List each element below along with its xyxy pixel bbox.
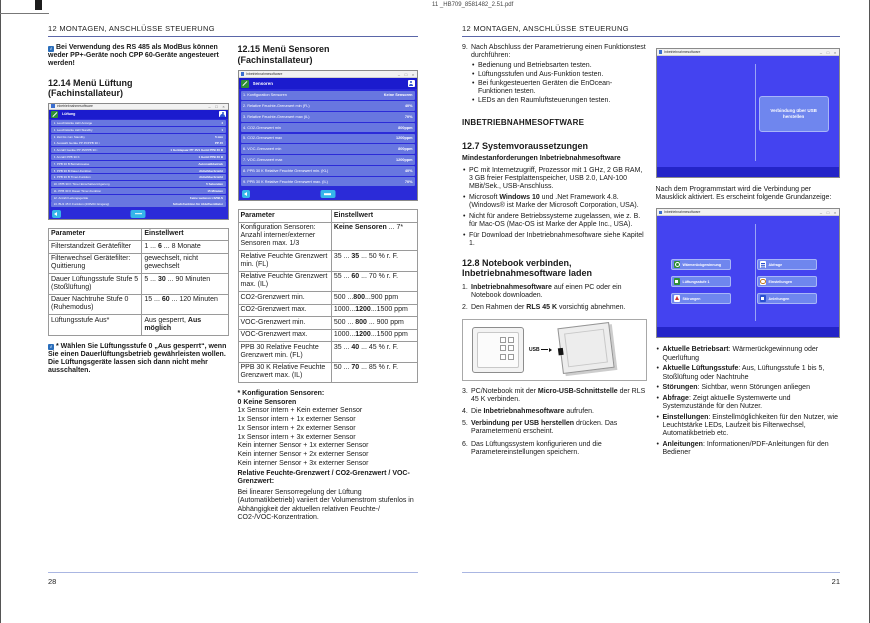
- step-number: 1.: [462, 283, 468, 291]
- list-item: • Anleitungen: Informationen/PDF-Anleitungen für den Bediener: [656, 441, 841, 457]
- menu-row-value: 1200ppm: [396, 157, 413, 162]
- maximize-icon: □: [215, 103, 218, 109]
- parameter-cell: PPB 30 Relative Feuchte Grenzwert min. (FL): [238, 342, 331, 363]
- page-number: 28: [48, 577, 57, 586]
- menu-button-label: Wärmerückgewinnung: [682, 262, 722, 267]
- info-note-text: * Wählen Sie Lüftungsstufe 0 „Aus gesperrt“, wenn Sie einen Dauerlüftungsbetrieb gewährleisten wollen. Die Lüftungsgeräte lassen sich dann nicht mehr ausschalten.: [48, 342, 227, 375]
- connect-steps-1-2: [462, 284, 647, 313]
- menu-row-label: 13. BU1 45 K Funktion (230VAC Eingang): [53, 202, 110, 207]
- collapse-icon: [131, 210, 146, 218]
- value-cell: gewechselt, nicht gewechselt: [142, 253, 228, 274]
- app-logo-icon: [51, 104, 55, 108]
- info-icon: i: [48, 344, 54, 350]
- close-icon: ×: [833, 209, 837, 215]
- page-header: 12 MONTAGEN, ANSCHLÜSSE STEUERUNG: [462, 24, 629, 33]
- value-cell: 35 ... 40 ... 45 % r. F.: [331, 342, 417, 363]
- connect-steps-3-6: [462, 388, 647, 457]
- sensor-combination: 1x Sensor intern + 1x externer Sensor: [237, 416, 356, 424]
- footnote-zero-option: 0 Keine Sensoren: [237, 398, 297, 406]
- numbered-step: [462, 441, 647, 457]
- menu-row-value: 5 Sekunden: [206, 182, 223, 187]
- menu-row-value: 40%: [404, 168, 413, 173]
- footnote-body: Bei linearer Sensorregelung der Lüftung (Automatikbetrieb) variiert der Volumenstrom stufenlos in Abhängigkeit der aktuellen relativen Feuchte-/ CO2-/VOC-Konzentration.: [237, 489, 414, 521]
- menu-row-value: 1200ppm: [396, 136, 413, 141]
- paragraph: Nach dem Programmstart wird die Verbindung per Mausklick aktiviert. Es erscheint folgende Grundanzeige:: [655, 186, 832, 202]
- step-text: Das Lüftungssystem konfigurieren und die Parametereinstellungen speichern.: [471, 440, 602, 456]
- right-page-column-2: [656, 44, 841, 463]
- back-arrow-icon: [52, 210, 61, 219]
- screenshot-sensoren-window: [238, 70, 419, 201]
- step-number: 6.: [462, 440, 468, 448]
- screenshot-main-menu-window: [656, 208, 841, 338]
- info-note-asterisk: [48, 343, 229, 376]
- menu-row-value: Automatikbetrieb: [198, 161, 223, 166]
- panel-bottom-strip: [657, 167, 840, 177]
- step-number: 4.: [462, 407, 468, 415]
- table-row: [49, 241, 229, 254]
- close-icon: ×: [411, 71, 415, 77]
- table-row: [49, 315, 229, 336]
- menu-row: [51, 201, 226, 207]
- list-item: • PC mit Internetzugriff, Prozessor mit 1 GHz, 2 GB RAM, 3 GB freier Festplattenspeicher, USB 2.0, LAN-100 MBit/Sek., USB-Anschluss.: [462, 167, 647, 192]
- back-arrow-icon: [242, 190, 251, 199]
- requirements-list: [462, 167, 647, 248]
- menu-row: [51, 120, 226, 126]
- list-item: • LEDs an den Raumluftsteuerungen testen.: [471, 97, 647, 105]
- list-item: • Aktuelle Betriebsart: Wärmerückgewinnung oder Querlüftung: [656, 346, 841, 362]
- step-text: Inbetriebnahmesoftware auf einen PC oder ein Notebook downloaden.: [471, 283, 622, 300]
- app-logo-icon: [241, 72, 245, 76]
- menu-row-list: [49, 119, 228, 209]
- menu-row: [51, 161, 226, 167]
- window-title: Inbetriebnahmesoftware: [664, 210, 701, 215]
- menu-button: [757, 259, 817, 270]
- device-key-icon: [500, 354, 506, 360]
- minimize-icon: –: [397, 71, 401, 77]
- pdf-filename: 11 _HB709_8581482_2.51.pdf: [432, 2, 514, 8]
- menu-row: [241, 91, 416, 101]
- parameter-cell: CO2-Grenzwert min.: [238, 292, 331, 305]
- menu-row: [241, 155, 416, 165]
- list-item: • Nicht für andere Betriebssysteme zugelassen, wie z. B. für Mac-OS (Mac-OS ist Marke der Apple Inc., USA).: [462, 213, 647, 229]
- close-icon: ×: [833, 49, 837, 55]
- parameter-cell: Konfiguration Sensoren: Anzahl interner/externer Sensoren max. 1/3: [238, 222, 331, 251]
- numbered-step: [462, 284, 647, 300]
- step-text: Verbindung per USB herstellen drücken. Das Parametermenü erscheint.: [471, 420, 618, 436]
- list-item: • Bedienung und Betriebsarten testen.: [471, 62, 647, 70]
- menu-button-label: Anleitungen: [768, 296, 790, 301]
- menu-row-label: 8. PPB 30 B Dauer-Funktion: [53, 168, 92, 173]
- parameter-cell: Relative Feuchte Grenzwert min. (FL): [238, 251, 331, 272]
- menu-row: [51, 134, 226, 140]
- edit-pencil-icon: [51, 111, 58, 118]
- window-title: Inbetriebnahmesoftware: [246, 72, 283, 76]
- usb-callout: [529, 347, 552, 353]
- app-header-bar: [49, 110, 228, 119]
- right-page-column-1: [462, 44, 647, 463]
- value-cell: Keine Sensoren ... 7*: [331, 222, 417, 251]
- header-rule: [462, 36, 840, 37]
- table-row: [49, 294, 229, 315]
- section-heading-12-15-sub: (Fachinstallateur): [237, 54, 313, 65]
- document-page-right: [462, 24, 840, 604]
- menu-row-label: 8. PPB 30 K Relative Feuchte Grenzwert min. (KL): [243, 168, 329, 173]
- menu-button-icon: [760, 261, 767, 268]
- collapse-icon: [320, 190, 335, 198]
- table-row: [238, 292, 418, 305]
- list-item: • Lüftungsstufen und Aus-Funktion testen.: [471, 71, 647, 79]
- value-cell: 1 ... 6 ... 8 Monate: [142, 241, 228, 254]
- step-number: 3.: [462, 387, 468, 395]
- footnote-subtitle: Relative Feuchte-Grenzwert / CO2-Grenzwert / VOC-Grenzwert:: [237, 469, 410, 486]
- usb-arrow-icon: [549, 348, 552, 352]
- column-header-parameter: Parameter: [49, 228, 142, 241]
- value-cell: 5 ... 30 ... 90 Minuten: [142, 274, 228, 295]
- menu-row-label: 2. Relative Feuchte-Grenzwert min (FL): [243, 104, 310, 109]
- table-row: [238, 304, 418, 317]
- menu-row-label: 10. PPB 30 K Timer Einschaltverzögerung: [53, 182, 110, 187]
- table-row: [238, 342, 418, 363]
- list-item: • Microsoft Windows 10 und .Net Framework 4.8. (Windows® ist Marke der Microsoft Corporation, USA).: [462, 194, 647, 210]
- table-row: [238, 317, 418, 330]
- menu-row-value: Schalt-Funktion für Abluftventilator: [172, 202, 223, 207]
- app-menu-title: Lüftung: [62, 112, 76, 117]
- rls45k-device-figure: [462, 319, 647, 381]
- menu-row-value: 70%: [404, 114, 413, 119]
- legend-list: [656, 346, 841, 457]
- page-number: 21: [831, 577, 840, 586]
- list-item: • Bei funkgesteuerten Geräten die EnOcean-Funktionen testen.: [471, 80, 647, 96]
- parameter-cell: Filterwechsel Gerätefilter: Quittierung: [49, 253, 142, 274]
- function-test-list: [471, 62, 647, 105]
- value-cell: 35 ... 35 ... 50 % r. F.: [331, 251, 417, 272]
- menu-row: [51, 154, 226, 160]
- value-cell: 55 ... 60 ... 70 % r. F.: [331, 271, 417, 292]
- menu-row: [51, 174, 226, 180]
- panel-divider: [755, 64, 756, 161]
- parameter-cell: Filterstandzeit Gerätefilter: [49, 241, 142, 254]
- maximize-icon: □: [826, 49, 830, 55]
- device-key-icon: [508, 354, 514, 360]
- footnote-title: * Konfiguration Sensoren:: [237, 390, 325, 398]
- maximize-icon: □: [826, 209, 830, 215]
- menu-row: [51, 147, 226, 153]
- section-heading-12-7: 12.7 Systemvoraussetzungen: [462, 140, 589, 151]
- step-number: 5.: [462, 420, 468, 428]
- value-cell: 15 ... 60 ... 120 Minuten: [142, 294, 228, 315]
- menu-row-value: 40%: [404, 104, 413, 109]
- table-row: [238, 271, 418, 292]
- menu-row: [51, 168, 226, 174]
- document-page-left: [48, 24, 418, 604]
- viewer-edge-left: [0, 0, 1, 623]
- device-key-icon: [500, 345, 506, 351]
- table-row: [49, 253, 229, 274]
- menu-row-label: 7. VOC-Grenzwert max: [243, 157, 283, 162]
- minimize-icon: –: [819, 209, 823, 215]
- value-cell: 500 ... 800 ... 900 ppm: [331, 317, 417, 330]
- footer-rule: [462, 572, 840, 573]
- menu-row-label: 12. Anzahl Leitungsgeräte: [53, 195, 89, 200]
- toolbar-fragment: [35, 0, 42, 10]
- menu-row: [51, 127, 226, 133]
- menu-row-label: 3. Zeit bis zum Standby: [53, 134, 85, 139]
- numbered-step-9: [462, 44, 647, 60]
- menu-row-label: 6. Anzahl PPB 30 K: [53, 154, 80, 159]
- menu-row-label: 5. Anzahl Geräte PP 45/PPB 30 i: [53, 148, 98, 153]
- window-title: Inbetriebnahmesoftware: [664, 50, 701, 54]
- menu-button: [671, 293, 731, 304]
- column-header-einstellwert: Einstellwert: [331, 210, 417, 223]
- parameter-cell: Lüftungsstufe Aus*: [49, 315, 142, 336]
- menu-row: [241, 166, 416, 176]
- menu-row-label: 1. Leuchtstärke LED Anzeige: [53, 121, 93, 126]
- menu-button-icon: [760, 278, 767, 285]
- menu-row-label: 3. Relative Feuchte-Grenzwert max (IL): [243, 114, 310, 119]
- numbered-step: [462, 408, 647, 416]
- menu-row-value: Aktiv/überbrückt: [199, 175, 223, 180]
- parameter-cell: Dauer Nachtruhe Stufe 0 (Ruhemodus): [49, 294, 142, 315]
- parameter-cell: Relative Feuchte Grenzwert max. (IL): [238, 271, 331, 292]
- window-controls: [208, 104, 226, 109]
- info-note-text: Bei Verwendung des RS 485 als ModBus können weder PP+-Geräte noch CPP 60-Geräte angesteuert werden!: [48, 44, 219, 68]
- menu-button: [757, 276, 817, 287]
- parameter-cell: CO2-Grenzwert max.: [238, 304, 331, 317]
- menu-row-label: 11. PPB 30 K Dauer Timer-Funktion: [53, 188, 102, 193]
- menu-row-label: 4. Auswahl Geräte PP 45/PPB 30 i: [53, 141, 100, 146]
- parameter-cell: Dauer Lüftungsstufe Stufe 5 (Stoßlüftung): [49, 274, 142, 295]
- step-text: Nach Abschluss der Parametrierung einen Funktionstest durchführen:: [471, 44, 646, 60]
- info-icon: i: [48, 46, 54, 52]
- menu-row-value: Keine Sensoren: [383, 93, 413, 98]
- section-heading-12-15: 12.15 Menü Sensoren: [237, 44, 330, 54]
- toolbar-fragment-line: [0, 13, 49, 14]
- table-row: [49, 274, 229, 295]
- chapter-heading-inbetriebnahmesoftware: INBETRIEBNAHMESOFTWARE: [462, 117, 585, 127]
- menu-row-value: 1: [221, 127, 223, 132]
- list-item: • Störungen: Sichtbar, wenn Störungen anliegen: [656, 384, 841, 392]
- parameter-cell: PPB 30 K Relative Feuchte Grenzwert max. (IL): [238, 362, 331, 383]
- app-header-bar: [239, 78, 418, 89]
- menu-row-label: 9. PPB 30 K Relative Feuchte Grenzwert max. (IL): [243, 179, 328, 184]
- parameter-cell: VOC-Grenzwert max.: [238, 329, 331, 342]
- section-heading-12-8: 12.8 Notebook verbinden, Inbetriebnahmesoftware laden: [462, 257, 593, 279]
- window-footer-bar: [239, 188, 418, 200]
- window-controls: [819, 210, 837, 215]
- menu-button-icon: [674, 295, 681, 302]
- value-cell: 50 ... 70 ... 85 % r. F.: [331, 362, 417, 383]
- step-number: 2.: [462, 304, 468, 312]
- usb-label: USB: [529, 346, 540, 353]
- minimum-requirements-title: Mindestanforderungen Inbetriebnahmesoftware: [462, 155, 621, 163]
- step-text: Den Rahmen der RLS 45 K vorsichtig abnehmen.: [471, 304, 626, 312]
- value-cell: 500 ...800...900 ppm: [331, 292, 417, 305]
- value-cell: 1000...1200...1500 ppm: [331, 329, 417, 342]
- list-item: • Abfrage: Zeigt aktuelle Systemwerte und Systemzustände für den Nutzer.: [656, 395, 841, 411]
- sensor-combination: 1x Sensor intern + 3x externer Sensor: [237, 433, 356, 441]
- menu-row-list: [239, 89, 418, 188]
- menu-row-value: 70%: [404, 179, 413, 184]
- menu-row-value: 4: [221, 121, 223, 126]
- device-key-icon: [508, 337, 514, 343]
- app-logo-icon: [659, 50, 663, 54]
- device-key-icon: [508, 345, 514, 351]
- value-cell: Aus gesperrt, Aus möglich: [142, 315, 228, 336]
- step-text: PC/Notebook mit der Micro-USB-Schnittstelle der RLS 45 K verbinden.: [471, 387, 646, 403]
- sensor-combination: 1x Sensor intern + 2x externer Sensor: [237, 424, 356, 432]
- menu-row: [51, 140, 226, 146]
- maximize-icon: □: [404, 71, 408, 77]
- app-logo-icon: [659, 211, 663, 215]
- menu-row-value: 1 Gerätepaar PP 45/1 Gerät PPB 30 B: [170, 148, 223, 153]
- window-controls: [397, 72, 415, 77]
- window-titlebar: [657, 209, 840, 216]
- table-row: [238, 222, 418, 251]
- info-note: [48, 44, 229, 69]
- numbered-step: [462, 420, 647, 436]
- screenshot-lueftung-window: [48, 103, 229, 220]
- left-page-column-2: [238, 44, 419, 523]
- panel-bottom-strip: [657, 327, 840, 337]
- device-perspective-view: [557, 322, 614, 374]
- menu-button: [757, 293, 817, 304]
- parameter-cell: VOC-Grenzwert min.: [238, 317, 331, 330]
- menu-row: [51, 181, 226, 187]
- menu-row-label: 7. PPB 30 B Betriebsweise: [53, 161, 90, 166]
- menu-row: [51, 188, 226, 194]
- list-item: • Einstellungen: Einstellmöglichkeiten für den Nutzer, wie Leuchtstärke LEDs, Laufzeit bis Filterwechsel, Automatikbetrieb etc.: [656, 414, 841, 439]
- left-page-column-1: [48, 44, 229, 523]
- menu-row-value: Keine weiteren LS/WLS: [189, 195, 223, 200]
- app-menu-title: Sensoren: [252, 81, 274, 86]
- menu-button-label: Störungen: [682, 296, 701, 301]
- numbered-step: [462, 304, 647, 312]
- menu-button-label: Einstellungen: [768, 279, 793, 284]
- menu-row-value: 1 Gerät PPB 30 B: [198, 154, 223, 159]
- section-heading-12-14: 12.14 Menü Lüftung: [48, 77, 133, 88]
- page-footer: [462, 572, 840, 586]
- close-icon: ×: [222, 103, 225, 109]
- sensor-combination: Kein interner Sensor + 1x externer Sensor: [237, 442, 369, 450]
- user-icon: [408, 80, 416, 88]
- menu-row-label: 9. PPB 30 B Timer-Funktion: [53, 175, 91, 180]
- menu-row: [241, 144, 416, 154]
- footer-rule: [48, 572, 418, 573]
- minimize-icon: –: [208, 103, 211, 109]
- menu-row-value: Aktiv/überbrückt: [199, 168, 223, 173]
- menu-row-label: 1. Konfiguration Sensoren: [243, 93, 287, 98]
- menu-button-label: Abfrage: [768, 262, 783, 267]
- menu-button-icon: [674, 261, 681, 268]
- column-header-parameter: Parameter: [238, 210, 331, 223]
- menu-button-label: Lüftungsstufe 1: [682, 279, 710, 284]
- screenshot-usb-connect-window: [656, 48, 841, 178]
- numbered-step: [462, 388, 647, 404]
- menu-row: [241, 134, 416, 144]
- parameter-table: [238, 209, 419, 383]
- menu-row: [241, 177, 416, 187]
- menu-button: [671, 259, 731, 270]
- table-header-row: [238, 210, 418, 223]
- user-icon: [219, 111, 226, 118]
- list-item: • Aktuelle Lüftungsstufe: Aus, Lüftungsstufe 1 bis 5, Stoßlüftung oder Nachtruhe: [656, 365, 841, 381]
- menu-row: [241, 101, 416, 111]
- app-panel: [657, 56, 840, 177]
- menu-row-label: 4. CO2-Grenzwert min: [243, 125, 281, 130]
- window-footer-bar: [49, 209, 228, 219]
- device-keypad-icons: [500, 337, 515, 360]
- menu-button-icon: [674, 278, 681, 285]
- step-text: Die Inbetriebnahmesoftware aufrufen.: [471, 407, 594, 415]
- device-key-icon: [500, 337, 506, 343]
- step-number: 9.: [462, 44, 468, 51]
- menu-row: [241, 123, 416, 133]
- menu-row: [51, 195, 226, 201]
- page-header: 12 MONTAGEN, ANSCHLÜSSE STEUERUNG: [48, 24, 215, 33]
- minimize-icon: –: [819, 49, 823, 55]
- page-footer: [48, 572, 418, 586]
- menu-row: [241, 112, 416, 122]
- table-row: [238, 251, 418, 272]
- sensor-combination: Kein interner Sensor + 3x externer Sensor: [237, 459, 369, 467]
- header-rule: [48, 36, 418, 37]
- sensor-combination: 1x Sensor intern + Kein externer Sensor: [237, 407, 363, 415]
- value-cell: 1000...1200...1500 ppm: [331, 304, 417, 317]
- sensor-combination: Kein interner Sensor + 2x externer Sensor: [237, 450, 369, 458]
- edit-pencil-icon: [241, 80, 249, 88]
- menu-row-label: 5. CO2-Grenzwert max: [243, 136, 283, 141]
- menu-row-label: 2. Leuchtstärke LED Standby: [53, 127, 93, 132]
- window-controls: [819, 50, 837, 55]
- window-titlebar: [657, 49, 840, 56]
- device-front-view: [472, 327, 524, 373]
- menu-row-value: 15 Minuten: [207, 188, 223, 193]
- app-panel: [657, 216, 840, 337]
- column-header-einstellwert: Einstellwert: [142, 228, 228, 241]
- list-item: • Für Download der Inbetriebnahmesoftware siehe Kapitel 1.: [462, 232, 647, 248]
- menu-row-value: 5 min: [215, 134, 223, 139]
- menu-row-label: 6. VOC-Grenzwert min: [243, 147, 282, 152]
- parameter-table: [48, 228, 229, 336]
- table-row: [238, 329, 418, 342]
- table-header-row: [49, 228, 229, 241]
- panel-divider: [755, 224, 756, 321]
- section-heading-12-14-sub: (Fachinstallateur): [48, 88, 124, 99]
- window-title: Inbetriebnahmesoftware: [56, 104, 93, 109]
- usb-pointer-line: [541, 349, 548, 350]
- sensor-combination-list: [238, 407, 419, 467]
- window-titlebar: [239, 71, 418, 78]
- connect-usb-button: Verbindung über USB herstellen: [759, 96, 829, 132]
- menu-row-value: 800ppm: [398, 125, 413, 130]
- menu-row-value: 800ppm: [398, 147, 413, 152]
- menu-button-icon: [760, 295, 767, 302]
- menu-row-value: PP 45: [214, 141, 223, 146]
- menu-button: [671, 276, 731, 287]
- table-row: [238, 362, 418, 383]
